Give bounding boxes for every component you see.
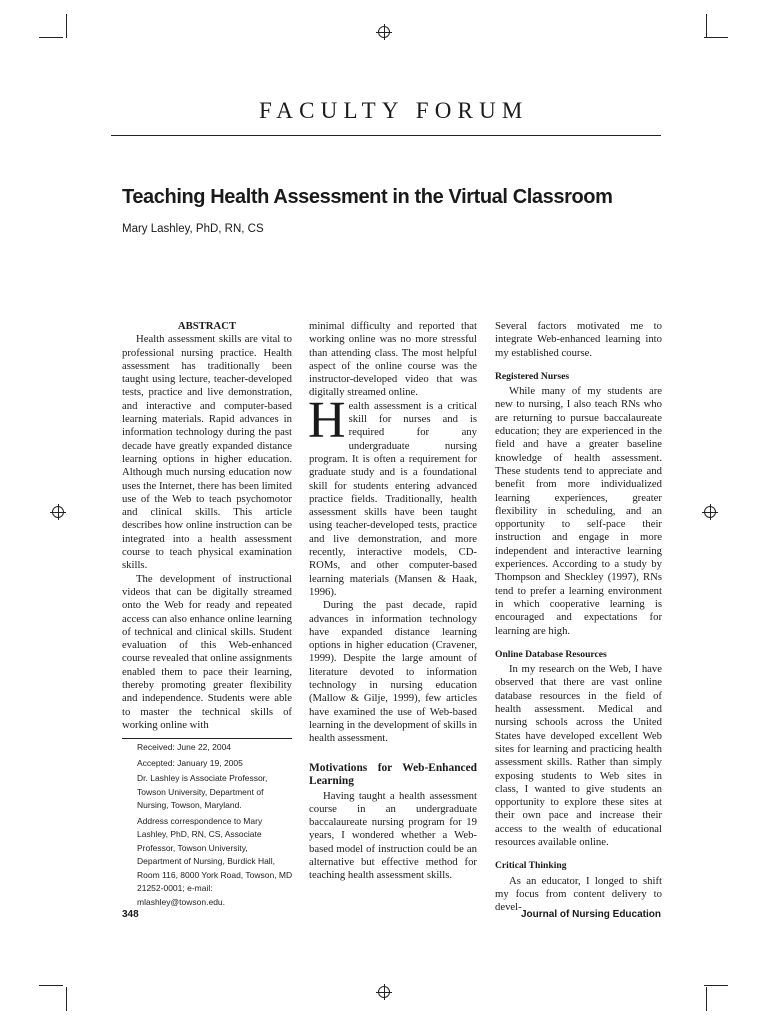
intro-text: ealth assessment is a critical skill for nurses and is required for any undergraduate nursing program. It is often a requirement for graduate study and is a foundational skill for students entering advanced practice fields. Traditionally, health assessment skills have been taught using teacher-developed tests, practice and live demonstration, and more recently, interactive models, CD-ROMs, and other computer-based learning materials (Mansen & Haak, 1996).	[309, 399, 477, 598]
column3-intro: Several factors motivated me to integrate Web-enhanced learning into my established course.	[495, 320, 662, 359]
section-heading-registered-nurses: Registered Nurses	[495, 370, 570, 382]
abstract-continued: minimal difficulty and reported that working online was no more stressful than attending class. The most helpful aspect of the online course was the instructor-developed video that was digitally streamed online.	[309, 320, 477, 399]
page-number: 348	[122, 909, 139, 920]
registration-mark-right-icon	[704, 506, 716, 518]
footnote-rule	[122, 738, 292, 739]
journal-name: Journal of Nursing Education	[520, 909, 661, 920]
section-heading-motivations: Motivations for Web-Enhanced Learning	[309, 761, 477, 787]
author-affiliation: Dr. Lashley is Associate Professor, Towson University, Department of Nursing, Towson, Maryland.	[137, 773, 268, 810]
article-footnote	[137, 741, 293, 909]
accepted-date: Accepted: January 19, 2005	[137, 757, 243, 768]
intro-paragraph	[308, 391, 477, 599]
drop-cap: H	[308, 391, 346, 449]
abstract-paragraph: The development of instructional videos that can be digitally streamed onto the Web for ready and repeated access can also enhance online learning of technical and clinical skills. Student evaluation of this Web-enhanced course revealed that online assignments enabled them to pace their learning, thereby promoting greater flexibility and independence. Students were able to master the technical skills of working online with	[122, 572, 292, 731]
abstract-column	[122, 320, 292, 732]
body-column-3	[495, 320, 662, 914]
received-date: Received: June 22, 2004	[137, 742, 232, 752]
correspondence-address: Address correspondence to Mary Lashley, PhD, RN, CS, Associate Professor, Towson University, Department of Nursing, Burdick Hall, Room 116, 8000 York Road, Towson, MD 21252-0001; e-mail: mlashley@towson.edu.	[137, 815, 293, 907]
registration-mark-top-icon	[378, 26, 390, 38]
body-column-2	[309, 320, 477, 883]
online-database-paragraph: In my research on the Web, I have observed that there are vast online database resources in the field of health assessment. Medical and nursing schools across the United States have developed excellent Web sites for learning and practicing health assessment skills. Rather than simply exposing students to Web sites in class, I wanted to give students an opportunity to explore these sites at their own pace and increase their access to the wealth of educational resources available online.	[495, 663, 662, 848]
critical-thinking-paragraph: As an educator, I longed to shift my focus from content delivery to devel-	[495, 874, 662, 914]
registered-nurses-paragraph: While many of my students are new to nursing, I also teach RNs who are returning to pursue baccalaureate education; they are experienced in the field and have a greater baseline knowledge of health assessment. These students tend to appreciate and benefit from more individualized learning experiences, greater flexibility in scheduling, and an opportunity to self-pace their instruction and engage in more independent and interactive learning experiences. According to a study by Thompson and Sheckley (1997), RNs tend to prefer a learning environment in which cooperative learning is encouraged and expectations for learning are high.	[495, 385, 662, 637]
abstract-paragraph: Health assessment skills are vital to professional nursing practice. Health assessment has traditionally been taught using lecture, teacher-developed tests, practice and live demonstration, and interactive and computer-based learning materials. Rapid advances in information technology during the past decade have greatly expanded distance learning options in higher education. Although much nursing education now uses the Internet, there has been limited use of the Web to teach psychomotor and clinical skills. This article describes how online instruction can be integrated into a health assessment course to teach physical examination skills.	[122, 333, 292, 572]
registration-mark-left-icon	[52, 506, 64, 518]
abstract-heading: ABSTRACT	[177, 320, 237, 332]
section-heading-critical-thinking: Critical Thinking	[495, 860, 567, 872]
motivations-paragraph: Having taught a health assessment course in an undergraduate baccalaureate nursing program for 19 years, I wondered whether a Web-based model of instruction could be an alternative but effective method for teaching health assessment skills.	[309, 789, 477, 882]
header-rule	[111, 135, 661, 136]
article-title: Teaching Health Assessment in the Virtual Classroom	[122, 186, 613, 208]
registration-mark-bottom-icon	[378, 986, 390, 998]
intro-paragraph-2: During the past decade, rapid advances in information technology have expanded distance learning options in higher education (Cravener, 1999). Despite the large amount of literature devoted to information technology in nursing education (Mallow & Gilje, 1999), few articles have examined the use of Web-based learning in the development of skills in health assessment.	[309, 599, 477, 745]
section-heading-online-database: Online Database Resources	[495, 648, 607, 660]
section-label: FACULTY FORUM	[259, 98, 529, 123]
article-author: Mary Lashley, PhD, RN, CS	[122, 223, 264, 235]
